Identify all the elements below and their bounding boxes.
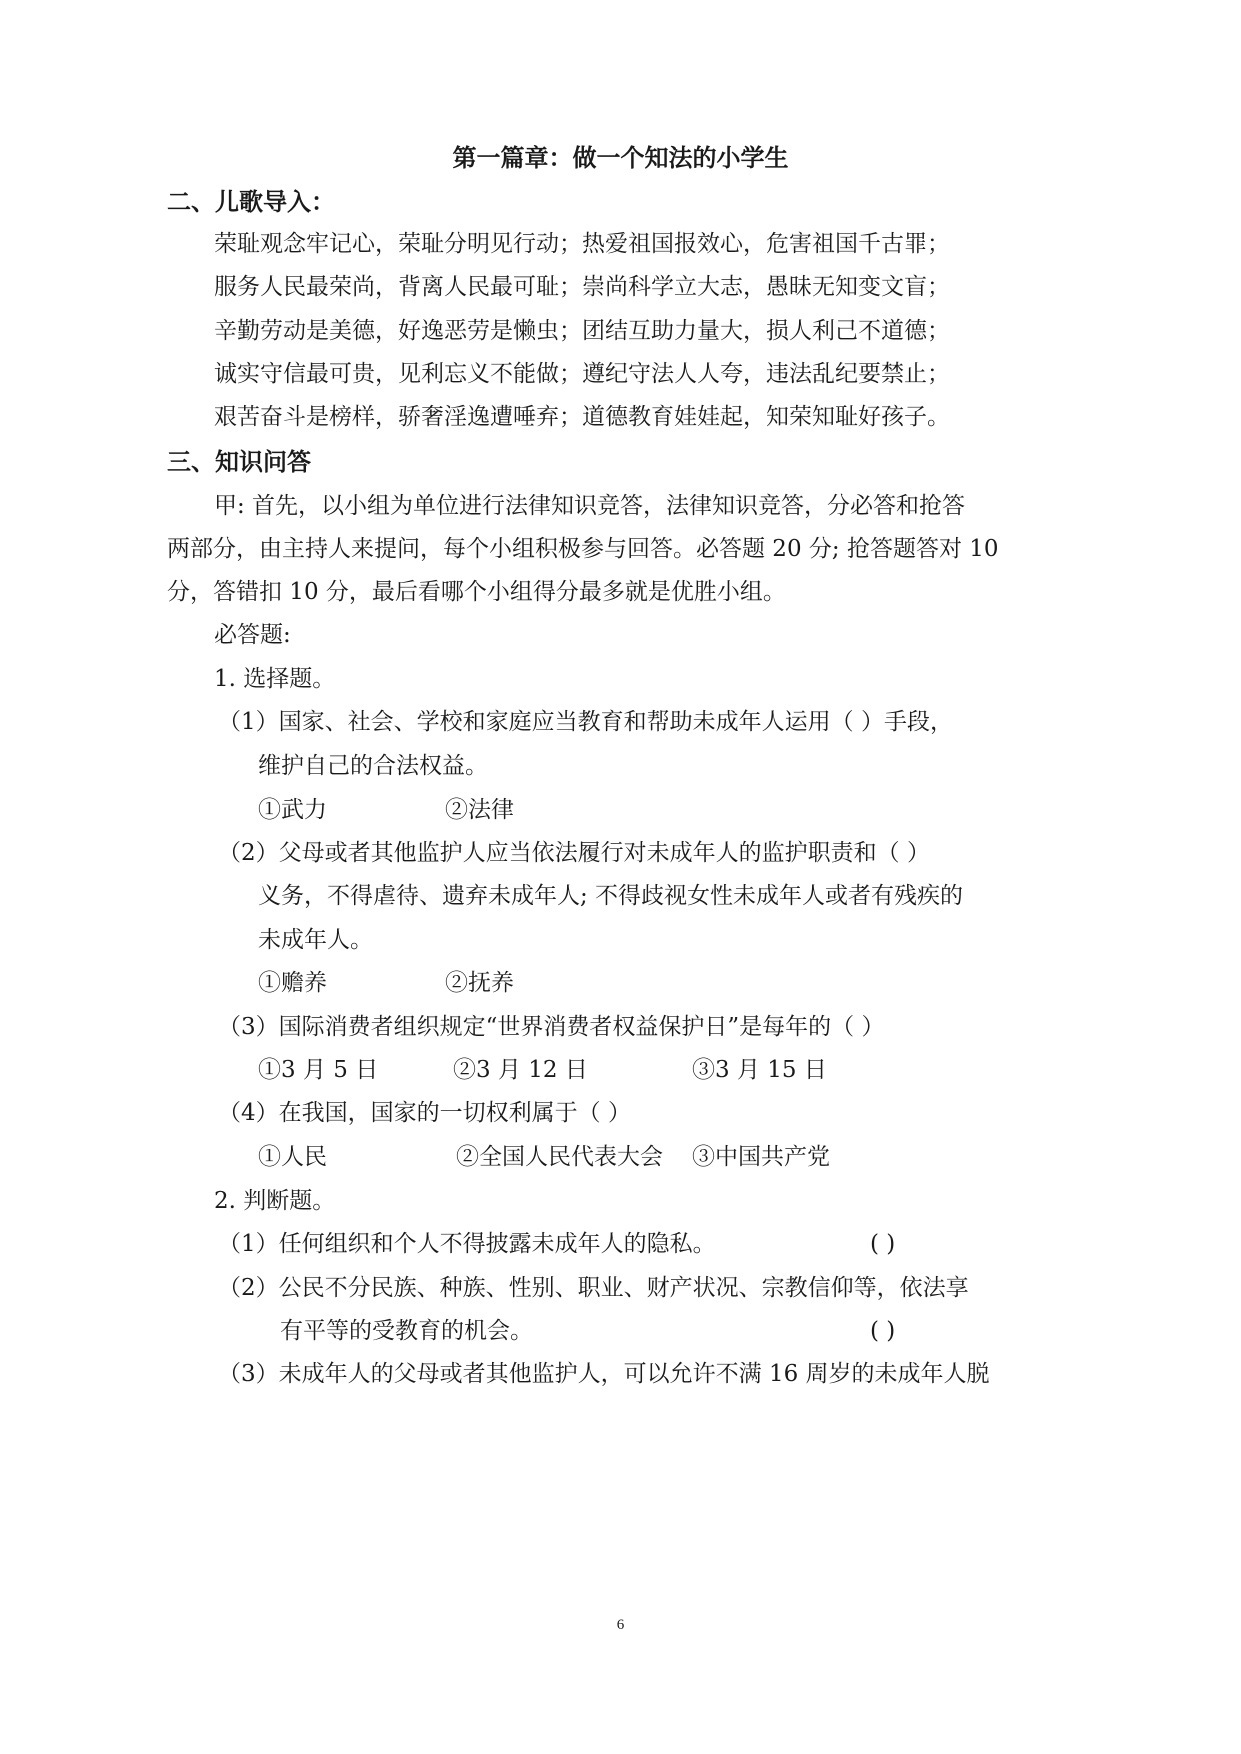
question-text: （1）任何组织和个人不得披露未成年人的隐私。 (218, 1231, 716, 1257)
rhyme-line: 团结互助力量大，损人利己不道德； (582, 318, 950, 344)
rhyme-line: 荣耻观念牢记心，荣耻分明见行动； (214, 231, 582, 257)
rhyme-line: 诚实守信最可贵，见利忘义不能做； (214, 361, 582, 387)
answer-option: ①3 月 5 日 (258, 1057, 379, 1083)
intro-line: 分，答错扣 10 分，最后看哪个小组得分最多就是优胜小组。 (167, 579, 786, 605)
answer-option: ③中国共产党 (692, 1144, 830, 1170)
question-text: （1）国家、社会、学校和家庭应当教育和帮助未成年人运用（ ）手段， (218, 709, 953, 735)
rhyme-line: 道德教育娃娃起，知荣知耻好孩子。 (582, 404, 950, 430)
intro-line: 两部分，由主持人来提问，每个小组积极参与回答。必答题 20 分; 抢答题答对 10 (167, 536, 999, 562)
rhyme-line: 服务人民最荣尚，背离人民最可耻； (214, 274, 582, 300)
judgment-questions-label: 2. 判断题。 (214, 1188, 336, 1214)
question-text: （2）父母或者其他监护人应当依法履行对未成年人的监护职责和（ ） (218, 840, 930, 866)
rhyme-line: 艰苦奋斗是榜样，骄奢淫逸遭唾弃； (214, 404, 582, 430)
answer-option: ③3 月 15 日 (692, 1057, 827, 1083)
answer-option: ②3 月 12 日 (453, 1057, 588, 1083)
required-questions-label: 必答题: (214, 622, 291, 648)
answer-option: ①武力 (258, 797, 327, 823)
rhyme-line: 热爱祖国报效心，危害祖国千古罪； (582, 231, 950, 257)
question-text: （3）国际消费者组织规定“世界消费者权益保护日”是每年的（ ） (218, 1014, 885, 1040)
question-text: 有平等的受教育的机会。 (280, 1318, 533, 1344)
answer-option: ②全国人民代表大会 (456, 1144, 663, 1170)
page-number: 6 (616, 1617, 625, 1633)
answer-option: ①人民 (258, 1144, 327, 1170)
rhyme-line: 辛勤劳动是美德，好逸恶劳是懒虫； (214, 318, 582, 344)
answer-option: ②抚养 (445, 970, 514, 996)
choice-questions-label: 1. 选择题。 (214, 666, 336, 692)
rhyme-line: 崇尚科学立大志，愚昧无知变文盲； (582, 274, 950, 300)
question-text: （2）公民不分民族、种族、性别、职业、财产状况、宗教信仰等，依法享 (218, 1275, 969, 1301)
question-text: 未成年人。 (258, 927, 373, 953)
answer-option: ①赡养 (258, 970, 327, 996)
page-title: 第一篇章：做一个知法的小学生 (452, 144, 789, 172)
question-text: （3）未成年人的父母或者其他监护人，可以允许不满 16 周岁的未成年人脱 (218, 1361, 990, 1387)
rhyme-line: 遵纪守法人人夸，违法乱纪要禁止； (582, 361, 950, 387)
section-heading-quiz: 三、知识问答 (167, 448, 311, 476)
question-text: 维护自己的合法权益。 (258, 753, 488, 779)
answer-option: ②法律 (445, 797, 514, 823)
intro-line: 甲: 首先，以小组为单位进行法律知识竞答，法律知识竞答，分必答和抢答 (214, 493, 966, 519)
section-heading-rhymes: 二、儿歌导入： (167, 188, 335, 216)
question-text: （4）在我国，国家的一切权利属于（ ） (218, 1100, 631, 1126)
question-text: 义务，不得虐待、遗弃未成年人; 不得歧视女性未成年人或者有残疾的 (258, 883, 964, 909)
answer-blank: ( ) (870, 1318, 896, 1344)
answer-blank: ( ) (870, 1231, 896, 1257)
